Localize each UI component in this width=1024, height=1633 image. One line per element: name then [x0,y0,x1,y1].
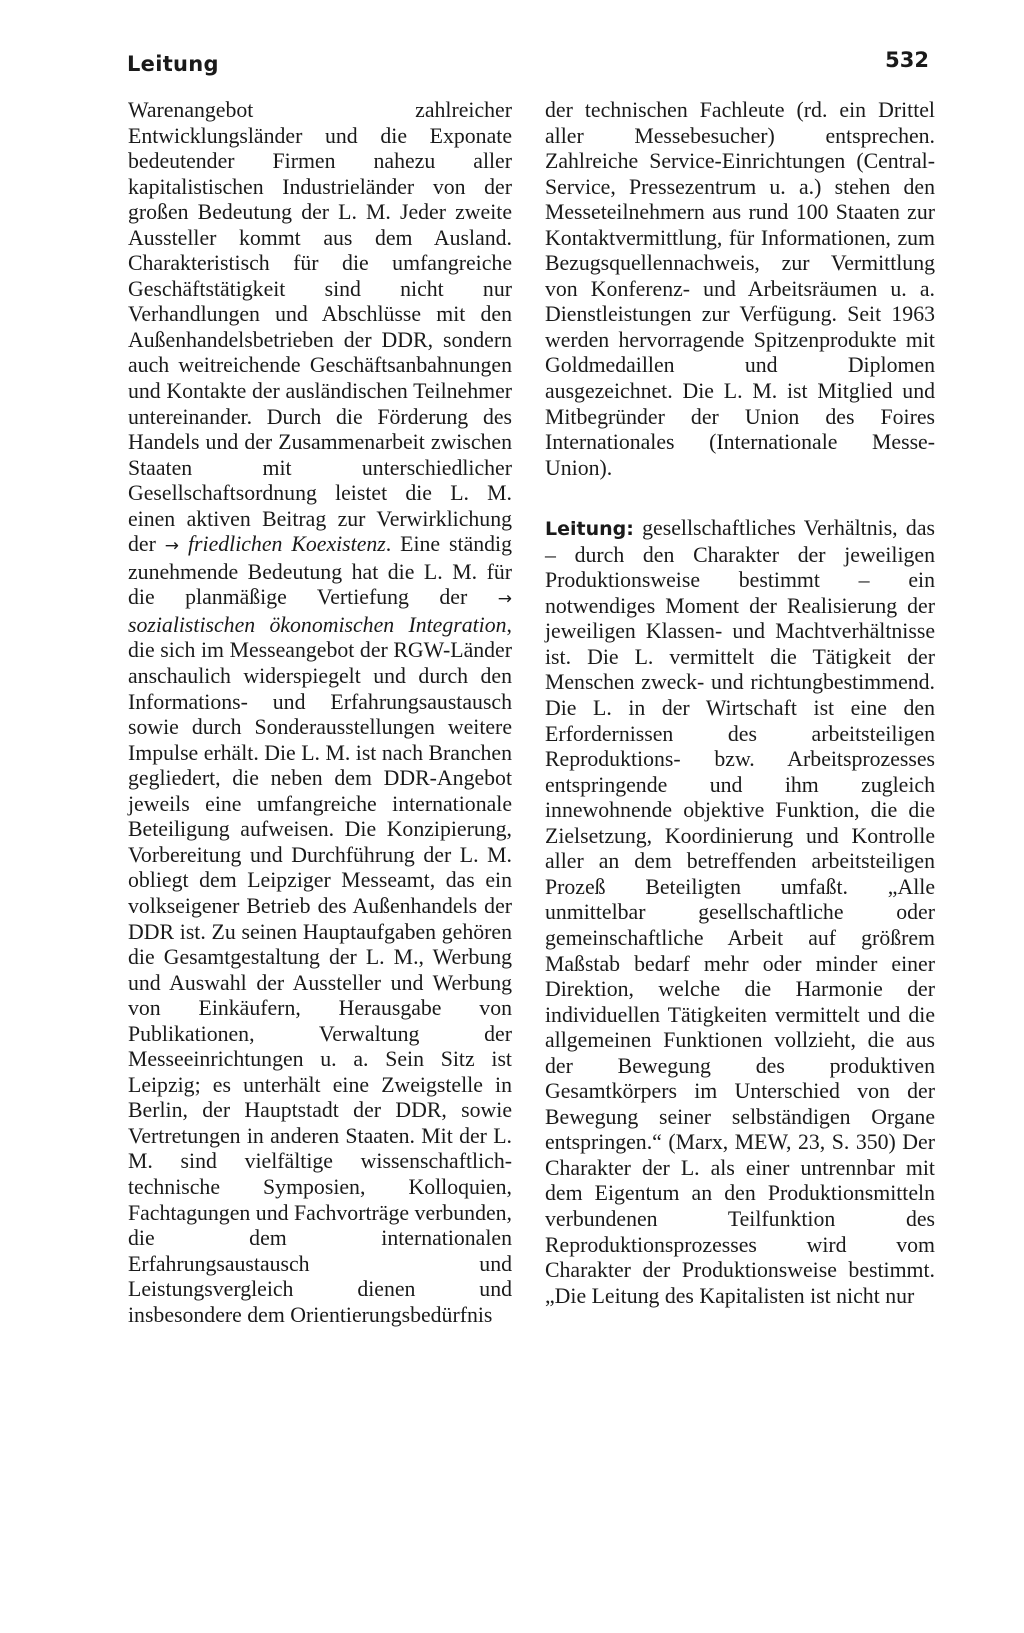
cross-reference-arrow-icon: → [164,536,180,557]
body-text: . Eine ständig zunehmende Bedeutung hat die L. M. für die planmäßige Vertiefung der [128,532,512,610]
right-column [545,98,935,1309]
body-text: , die sich im Messeangebot der RGW-Länder anschaulich widerspiegelt und durch den Informations- und Erfahrungsaustausch sowie durch Sonderausstellungen weitere Impulse erhält. Die L. M. ist nach Branchen gegliedert, die neben dem DDR-Angebot jeweils eine umfangreiche internationale Beteiligung aufweisen. Die Konzipierung, Vorbereitung und Durchführung der L. M. obliegt dem Leipziger Messeamt, das ein volkseigener Betrieb des Außenhandels der DDR ist. Zu seinen Hauptaufgaben gehören die Gesamtgestaltung der L. M., Werbung und Auswahl der Aussteller und Werbung von Einkäufern, Herausgabe von Publikationen, Verwaltung der Messeeinrichtungen u. a. Sein Sitz ist Leipzig; es unterhält eine Zweigstelle in Berlin, der Hauptstadt der DDR, sowie Vertretungen in anderen Staaten. Mit der L. M. sind vielfältige wissenschaftlich-technische Symposien, Kolloquien, Fachtagungen und Fachvorträge verbunden, die dem internationalen Erfahrungsaustausch und Leistungsvergleich dienen und insbesondere dem Orientierungsbedürfnis [128,612,512,1327]
running-head: Leitung [127,52,219,76]
page-number: 532 [885,48,929,72]
cross-reference-integration[interactable]: sozialistischen ökonomischen Integration [128,612,507,637]
cross-reference-arrow-icon: → [497,589,512,610]
entry-body: gesellschaftliches Verhältnis, das – durch den Charakter der jeweiligen Produktionsweise bestimmt – ein notwendiges Moment der Realisierung der jeweiligen Klassen- und Machtverhältnisse ist. Die L. vermittelt die Tätigkeit der Menschen zweck- und richtungbestimmend. Die L. in der Wirtschaft ist eine den Erfordernissen des arbeitsteiligen Reproduktions- bzw. Arbeitsprozesses entspringende und ihm zugleich innewohnende objektive Funktion, die die Zielsetzung, Koordinierung und Kontrolle aller an dem betreffenden arbeitsteiligen Prozeß Beteiligten umfaßt. „Alle unmittelbar gesellschaftliche oder gemeinschaftliche Arbeit auf größrem Maßstab bedarf mehr oder minder einer Direktion, welche die Harmonie der individuellen Tätigkeiten vermittelt und die allgemeinen Funktionen vollzieht, die aus der Bewegung des produktiven Gesamtkörpers im Unterschied von der Bewegung seiner selbständigen Organe entspringen.“ (Marx, MEW, 23, S. 350) Der Charakter der L. als einer untrennbar mit dem Eigentum an den Produktionsmitteln verbundenen Teilfunktion des Reproduktionsprozesses wird vom Charakter der Produktionsweise bestimmt. „Die Leitung des Kapitalisten ist nicht nur [545,516,935,1308]
entry-headword: Leitung: [545,518,634,541]
paragraph-messe-end: der technischen Fachleute (rd. ein Drittel aller Messebesucher) entsprechen. Zahlreiche Service-Einrichtungen (Central-Service, Pressezentrum u. a.) stehen den Messeteilnehmern aus rund 100 Staaten zur Kontaktvermittlung, für Informationen, zum Bezugsquellennachweis, zur Vermittlung von Konferenz- und Arbeitsräumen u. a. Dienstleistungen zur Verfügung. Seit 1963 werden hervorragende Spitzenprodukte mit Goldmedaillen und Diplomen ausgezeichnet. Die L. M. ist Mitglied und Mitbegründer der Union des Foires Internationales (Internationale Messe-Union). [545,98,935,480]
paragraph-messe-continued [128,98,512,1328]
left-column [128,98,512,1328]
entry-leitung [545,516,935,1309]
cross-reference-koexistenz[interactable]: friedlichen Koexistenz [187,532,386,557]
body-text: Warenangebot zahlreicher Entwicklungsländer und die Exponate bedeutender Firmen nahezu aller kapitalistischen Industrieländer von der großen Bedeutung der L. M. Jeder zweite Aussteller kommt aus dem Ausland. Charakteristisch für die umfangreiche Geschäftstätigkeit sind nicht nur Verhandlungen und Abschlüsse mit den Außenhandelsbetrieben der DDR, sondern auch weitreichende Geschäftsanbahnungen und Kontakte der ausländischen Teilnehmer untereinander. Durch die Förderung des Handels und der Zusammenarbeit zwischen Staaten mit unterschiedlicher Gesellschaftsordnung leistet die L. M. einen aktiven Beitrag zur Verwirklichung der [128,98,512,557]
